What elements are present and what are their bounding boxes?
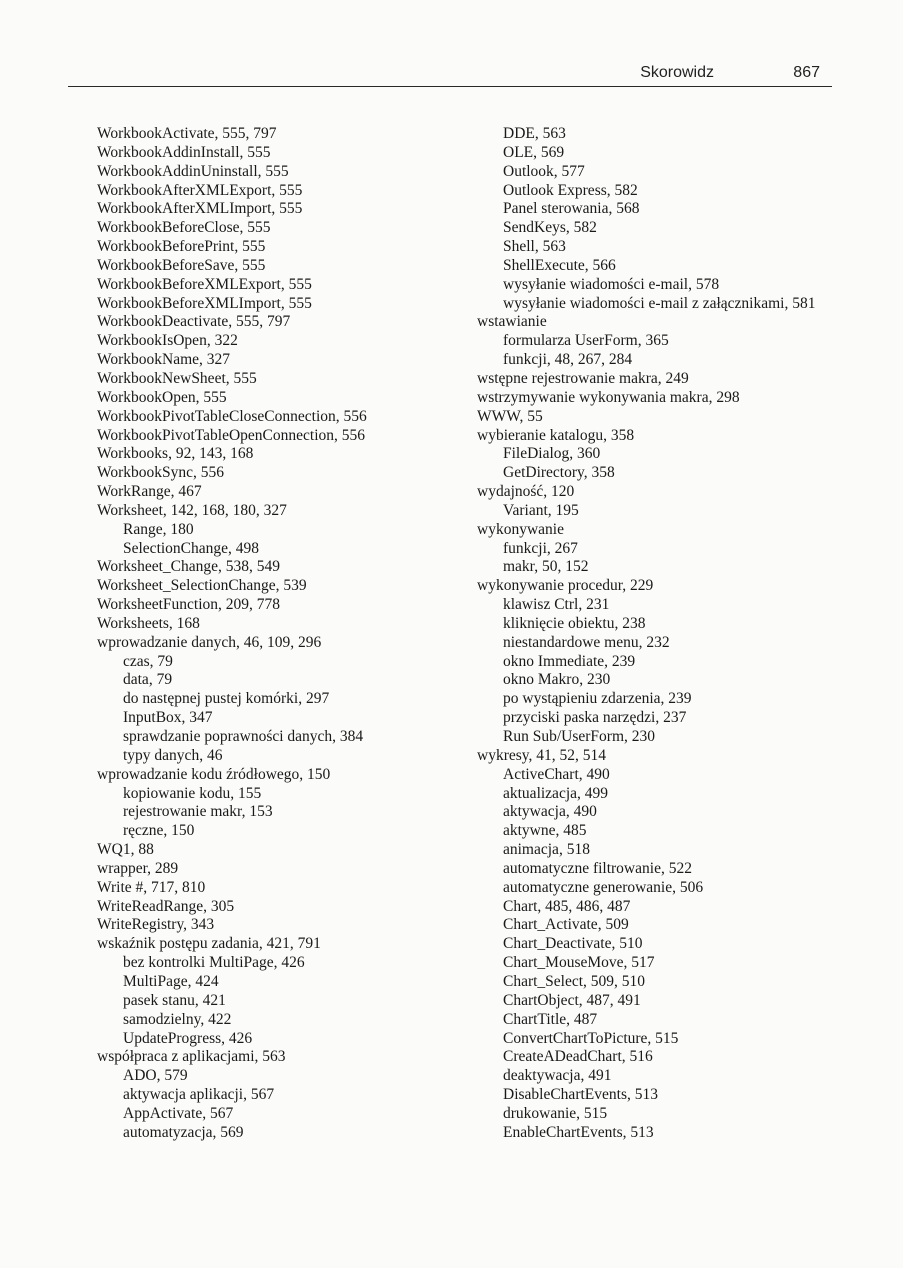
index-entry: WorkbookPivotTableOpenConnection, 556 xyxy=(97,426,366,444)
index-entry: Worksheets, 168 xyxy=(97,614,200,632)
index-subentry: typy danych, 46 xyxy=(123,746,223,764)
index-subentry: sprawdzanie poprawności danych, 384 xyxy=(123,728,364,745)
index-column-right xyxy=(477,125,815,1143)
index-subentry: AppActivate, 567 xyxy=(123,1104,234,1122)
index-entry: wykonywanie xyxy=(477,520,564,538)
index-entry: WorkbookBeforeSave, 555 xyxy=(97,256,266,274)
index-subentry: po wystąpieniu zdarzenia, 239 xyxy=(503,690,692,708)
index-subentry: formularza UserForm, 365 xyxy=(503,332,669,350)
index-subentry: rejestrowanie makr, 153 xyxy=(123,803,273,821)
header-title: Skorowidz xyxy=(640,64,714,81)
index-subentry: DDE, 563 xyxy=(503,125,566,142)
index-entry: WorkbookAfterXMLImport, 555 xyxy=(97,200,303,218)
index-entry: wstrzymywanie wykonywania makra, 298 xyxy=(477,388,740,406)
index-subentry: makr, 50, 152 xyxy=(503,558,589,576)
index-subentry: DisableChartEvents, 513 xyxy=(503,1086,658,1104)
index-subentry: samodzielny, 422 xyxy=(123,1010,232,1028)
index-entry: Workbooks, 92, 143, 168 xyxy=(97,445,254,463)
index-subentry: okno Makro, 230 xyxy=(503,671,611,689)
index-entry: WWW, 55 xyxy=(477,407,543,425)
page-header xyxy=(68,58,832,87)
index-entry: WorkbookActivate, 555, 797 xyxy=(97,125,277,142)
index-entry: wydajność, 120 xyxy=(477,483,575,501)
index-subentry: GetDirectory, 358 xyxy=(503,464,615,482)
index-subentry: kopiowanie kodu, 155 xyxy=(123,784,262,802)
index-subentry: Chart_MouseMove, 517 xyxy=(503,954,655,972)
index-subentry: UpdateProgress, 426 xyxy=(123,1029,253,1047)
index-subentry: ConvertChartToPicture, 515 xyxy=(503,1029,679,1047)
index-entry: Worksheet, 142, 168, 180, 327 xyxy=(97,501,287,519)
index-subentry: niestandardowe menu, 232 xyxy=(503,633,670,651)
index-subentry: funkcji, 48, 267, 284 xyxy=(503,351,633,369)
index-subentry: klawisz Ctrl, 231 xyxy=(503,596,610,614)
index-entry: wybieranie katalogu, 358 xyxy=(477,426,635,444)
index-subentry: funkcji, 267 xyxy=(503,539,578,557)
index-subentry: czas, 79 xyxy=(123,652,173,670)
index-subentry: wysyłanie wiadomości e-mail, 578 xyxy=(503,275,720,293)
index-entry: WriteRegistry, 343 xyxy=(97,916,215,934)
index-subentry: bez kontrolki MultiPage, 426 xyxy=(123,954,305,972)
index-subentry: ChartTitle, 487 xyxy=(503,1010,598,1028)
index-entry: WorkbookAddinInstall, 555 xyxy=(97,143,271,161)
index-subentry: Chart_Activate, 509 xyxy=(503,916,629,934)
index-subentry: ręczne, 150 xyxy=(123,822,195,840)
index-subentry: przyciski paska narzędzi, 237 xyxy=(503,709,687,727)
index-subentry: aktualizacja, 499 xyxy=(503,784,609,802)
index-subentry: deaktywacja, 491 xyxy=(503,1067,612,1085)
index-subentry: aktywacja, 490 xyxy=(503,803,597,821)
index-entry: Worksheet_Change, 538, 549 xyxy=(97,558,280,576)
page-number: 867 xyxy=(793,64,820,81)
index-subentry: Run Sub/UserForm, 230 xyxy=(503,728,655,745)
index-subentry: kliknięcie obiektu, 238 xyxy=(503,614,646,632)
index-entry: wprowadzanie danych, 46, 109, 296 xyxy=(97,633,322,651)
index-subentry: Outlook, 577 xyxy=(503,162,585,180)
index-subentry: animacja, 518 xyxy=(503,841,590,859)
index-subentry: SelectionChange, 498 xyxy=(123,539,260,557)
index-subentry: drukowanie, 515 xyxy=(503,1104,608,1122)
index-entry: wstępne rejestrowanie makra, 249 xyxy=(477,369,689,387)
index-entry: WorkbookNewSheet, 555 xyxy=(97,369,257,387)
index-entry: wprowadzanie kodu źródłowego, 150 xyxy=(97,765,331,783)
index-entry: WorksheetFunction, 209, 778 xyxy=(97,596,281,614)
index-subentry: OLE, 569 xyxy=(503,143,565,161)
index-subentry: automatyzacja, 569 xyxy=(123,1123,244,1141)
index-subentry: ShellExecute, 566 xyxy=(503,256,616,274)
index-entry: WorkbookBeforeXMLImport, 555 xyxy=(97,294,312,312)
index-entry: WorkbookIsOpen, 322 xyxy=(97,332,238,350)
index-subentry: Shell, 563 xyxy=(503,238,566,256)
index-entry: WorkbookBeforeXMLExport, 555 xyxy=(97,275,312,293)
index-entry: WorkRange, 467 xyxy=(97,483,202,501)
index-subentry: data, 79 xyxy=(123,671,173,689)
index-subentry: Outlook Express, 582 xyxy=(503,181,638,199)
index-subentry: InputBox, 347 xyxy=(123,709,213,727)
index-column-left xyxy=(97,125,367,1143)
index-subentry: do następnej pustej komórki, 297 xyxy=(123,690,330,708)
index-entry: WorkbookAddinUninstall, 555 xyxy=(97,162,289,180)
index-subentry: pasek stanu, 421 xyxy=(123,991,226,1009)
index-subentry: ChartObject, 487, 491 xyxy=(503,991,641,1009)
index-subentry: SendKeys, 582 xyxy=(503,219,597,237)
index-subentry: automatyczne generowanie, 506 xyxy=(503,878,704,896)
index-entry: WorkbookOpen, 555 xyxy=(97,388,227,406)
index-entry: WQ1, 88 xyxy=(97,841,154,859)
index-entry: WorkbookName, 327 xyxy=(97,351,231,369)
index-subentry: automatyczne filtrowanie, 522 xyxy=(503,859,692,877)
index-entry: WorkbookSync, 556 xyxy=(97,464,225,482)
index-subentry: ADO, 579 xyxy=(123,1067,188,1085)
index-entry: WriteReadRange, 305 xyxy=(97,897,235,915)
index-entry: wskaźnik postępu zadania, 421, 791 xyxy=(97,935,321,953)
index-subentry: aktywacja aplikacji, 567 xyxy=(123,1086,275,1104)
index-entry: wrapper, 289 xyxy=(97,859,179,877)
index-entry: WorkbookPivotTableCloseConnection, 556 xyxy=(97,407,367,425)
index-entry: Write #, 717, 810 xyxy=(97,878,206,896)
index-subentry: FileDialog, 360 xyxy=(503,445,601,463)
index-subentry: EnableChartEvents, 513 xyxy=(503,1123,654,1141)
index-subentry: ActiveChart, 490 xyxy=(503,765,610,783)
index-subentry: aktywne, 485 xyxy=(503,822,587,840)
index-subentry: okno Immediate, 239 xyxy=(503,652,636,670)
index-entry: wykonywanie procedur, 229 xyxy=(477,577,654,595)
index-entry: WorkbookDeactivate, 555, 797 xyxy=(97,313,291,331)
index-subentry: Chart_Deactivate, 510 xyxy=(503,935,643,953)
index-entry: WorkbookBeforeClose, 555 xyxy=(97,219,271,237)
index-subentry: CreateADeadChart, 516 xyxy=(503,1048,653,1066)
index-subentry: wysyłanie wiadomości e-mail z załącznikami, 581 xyxy=(503,294,816,312)
index-entry: współpraca z aplikacjami, 563 xyxy=(97,1048,286,1066)
index-entry: Worksheet_SelectionChange, 539 xyxy=(97,577,307,595)
index-entry: WorkbookAfterXMLExport, 555 xyxy=(97,181,303,199)
index-entry: wykresy, 41, 52, 514 xyxy=(477,746,607,764)
index-subentry: MultiPage, 424 xyxy=(123,972,219,990)
index-subentry: Range, 180 xyxy=(123,520,194,538)
index-subentry: Variant, 195 xyxy=(503,501,579,519)
index-entry: wstawianie xyxy=(477,313,547,331)
index-entry: WorkbookBeforePrint, 555 xyxy=(97,238,266,256)
index-subentry: Panel sterowania, 568 xyxy=(503,200,640,218)
index-subentry: Chart, 485, 486, 487 xyxy=(503,897,631,915)
index-subentry: Chart_Select, 509, 510 xyxy=(503,972,646,990)
